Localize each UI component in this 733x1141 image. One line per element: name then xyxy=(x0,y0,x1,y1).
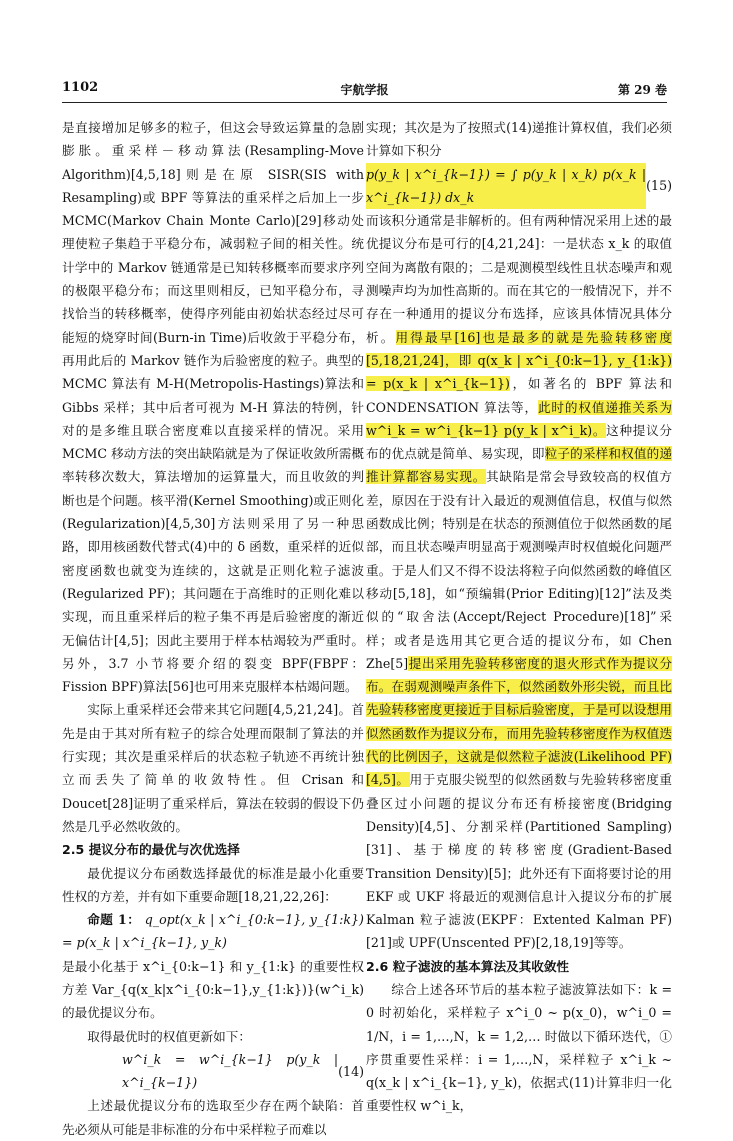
page-number: 1102 xyxy=(62,80,99,95)
paragraph: 实现；其次是为了按照式(14)递推计算权值，我们必须计算如下积分 xyxy=(366,120,672,159)
journal-title: 宇航学报 xyxy=(340,83,389,97)
left-column xyxy=(62,116,364,1141)
highlighted-text: 粒子的采样和权值的递推计算都容易实现。 xyxy=(366,446,673,485)
header-rule xyxy=(62,102,667,103)
highlighted-text: 提出采用先验转移密度的退火形式作为提议分布。在弱观测噪声条件下，似然函数外形尖锐，而且比先验转移密度更接近于目标后验密度，于是可以设想用似然函数作为提议分布，而用先验转移密度作为权值迭代的比例因子，这就是似然粒子滤波(Likelihood PF)[4,5]。 xyxy=(366,655,672,788)
text-segment: 其缺陷是常会导致较高的权值方差，原因在于没有计入最近的观测值信息，权值与似然函数成比例；特别是在状态的预测值位于似然函数的尾部，而且状态噪声明显高于观测噪声时权值蜕化问题严重。于是人们又不得不设法将粒子向似然函数的峰值区移动[5,18]，如“预编辑(Prior Editing)[12]”法及类似的“取舍法(Accept/Reject Procedure)[18]”采样；或者是选用其它更合适的提议分布，如 Chen Zhe[5] xyxy=(366,469,673,671)
paragraph: 综合上述各环节后的基本粒子滤波算法如下：k = 0 时初始化，采样粒子 x^i_0 ~ p(x_0)，w^i_0 = 1/N，i = 1,…,N，k = 1,2,… 时做以下循环迭代，① 序贯重要性采样：i = 1,…,N，采样粒子 x^i_k ~ q(x_k | x^i_{k−1}, y_k)，依据式(11)计算非归一化重要性权 w^i_k， xyxy=(366,981,672,1114)
text-segment: 这种提议分布的优点就是简单、易实现，即 xyxy=(366,422,672,462)
volume-label: 第 29 卷 xyxy=(617,83,667,97)
page-header xyxy=(62,80,667,102)
text-segment: 而该积分通常是非解析的。但有两种情况采用上述的最优提议分布是可行的[4,21,24]：一是状态 x_k 的取值空间为离散有限的；二是观测模型线性且状态噪声和观测噪声均为加性高斯的。而在其它的一般情况下，并不存在一种通用的提议分布选择，应该具体情况具体分析。 xyxy=(366,213,672,345)
equation-body: w^i_k = w^i_{k−1} p(y_k | x^i_{k−1}) xyxy=(122,1051,339,1091)
equation-14 xyxy=(62,1048,364,1095)
paragraph: 最优提议分布函数选择最优的标准是最小化重要性权的方差，并有如下重要命题[18,21,22,26]： xyxy=(62,865,364,904)
paragraph: 取得最优时的权值更新如下： xyxy=(87,1028,251,1044)
section-heading: 2.6 粒子滤波的基本算法及其收敛性 xyxy=(366,958,570,974)
paragraph xyxy=(366,209,672,955)
text-segment: ，如著名的 BPF 算法和 CONDENSATION 算法等， xyxy=(366,376,672,415)
proposition-label: 命题 1： xyxy=(87,912,141,928)
highlighted-text: 此时的权值递推关系为 w^i_k = w^i_{k−1} p(y_k | x^i_k)。 xyxy=(366,399,673,438)
paragraph: 是最小化基于 x^i_{0:k−1} 和 y_{1:k} 的重要性权方差 Var_{q(x_k|x^i_{0:k−1},y_{1:k})}(w^i_k) 的最优提议分布。 xyxy=(62,958,364,1021)
highlighted-text: 用得最早[16]也是最多的就是先验转移密度[5,18,21,24]，即 q(x_k | x^i_{0:k−1}, y_{1:k}) = p(x_k | x^i_{k−1}) xyxy=(366,329,673,392)
paragraph: 上述最优提议分布的选取至少存在两个缺陷：首先必须从可能是非标准的分布中采样粒子而难以 xyxy=(62,1098,364,1137)
section-heading: 2.5 提议分布的最优与次优选择 xyxy=(62,842,240,858)
right-column xyxy=(366,116,672,1118)
equation-body: p(y_k | x^i_{k−1}) = ∫ p(y_k | x_k) p(x_k | x^i_{k−1}) dx_k xyxy=(366,163,646,210)
equation-number: (15) xyxy=(646,178,672,194)
text-segment: 用于克服尖锐型的似然函数与先验转移密度重叠区过小问题的提议分布还有桥接密度(Bridging Density)[4,5]、分割采样(Partitioned Sampling)[31]、基于梯度的转移密度(Gradient-Based Transition Density)[5]；此外还有下面将要讨论的用 EKF 或 UKF 将最近的观测信息计入提议分布的扩展 Kalman 粒子滤波(EKPF：Extented Kalman PF)[21]或 UPF(Unscented PF)[2,18,19]等等。 xyxy=(366,772,672,951)
paragraph: 实际上重采样还会带来其它问题[4,5,21,24]。首先是由于其对所有粒子的综合处理而限制了算法的并行实现；其次是重采样后的状态粒子轨迹不再统计独立而丢失了简单的收敛特性。但 Crisan 和 Doucet[28]证明了重采样后，算法在较弱的假设下仍然是几乎必然收敛的。 xyxy=(62,702,364,834)
proposition xyxy=(62,908,364,955)
proposition-formula: q_opt(x_k | x^i_{0:k−1}, y_{1:k}) = p(x_k | x^i_{k−1}, y_k) xyxy=(62,912,364,951)
equation-number: (14) xyxy=(338,1063,364,1079)
paragraph: 是直接增加足够多的粒子，但这会导致运算量的急剧膨胀。重采样－移动算法(Resampling-Move Algorithm)[4,5,18]则是在原 SISR(SIS with Resampling)或 BPF 等算法的重采样之后加上一步 MCMC(Markov Chain Monte Carlo)[29]移动处理使粒子集趋于平稳分布，减弱粒子间的相关性。统计学中的 Markov 链通常是已知转移概率而要求序列的极限平稳分布；而这里则相反，已知平稳分布，寻找恰当的转移概率，使得序列能由初始状态经过尽可能短的烧穿时间(Burn-in Time)后收敛于平稳分布，再用此后的 Markov 链作为后验密度的粒子。典型的 MCMC 算法有 M-H(Metropolis-Hastings)算法和 Gibbs 采样；其中后者可视为 M-H 算法的特例，针对的是多维且联合密度难以直接采样的情况。采用 MCMC 移动方法的突出缺陷就是为了保证收敛所需概率转移次数大，算法增加的运算量大，而且收敛的判断也是个问题。核平滑(Kernel Smoothing)或正则化(Regularization)[4,5,30]方法则采用了另一种思路，即用核函数代替式(4)中的 δ 函数，重采样的近似密度函数也就变为连续的，这就是正则化粒子滤波(Regularized PF)；其问题在于高维时的正则化难以实现，而且重采样后的粒子集不再是后验密度的渐近无偏估计[4,5]；因此主要用于样本枯竭较为严重时。另外，3.7 小节将要介绍的裂变 BPF(FBPF：Fission BPF)算法[56]也可用来克服样本枯竭问题。 xyxy=(62,120,364,695)
equation-15 xyxy=(366,163,672,210)
